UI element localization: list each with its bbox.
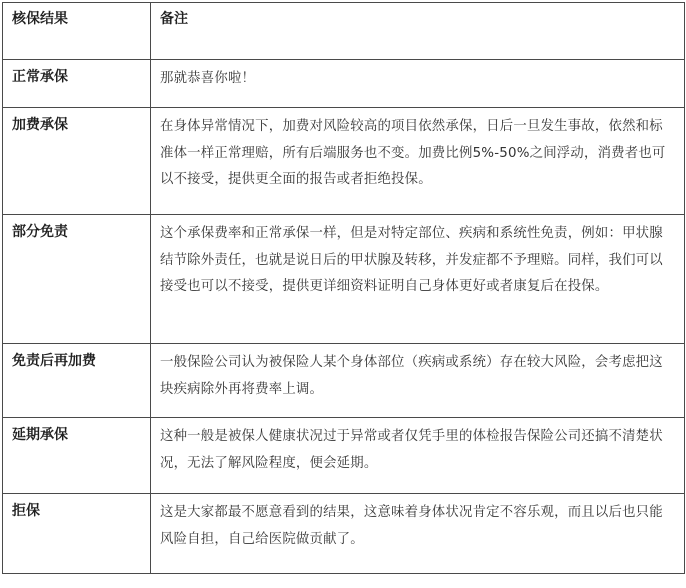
note-cell [151,60,685,108]
result-label: 延期承保 [12,427,68,443]
note-text: 这是大家都最不愿意看到的结果，这意味着身体状况肯定不容乐观，而且以后也只能风险自担，自己给医院做贡献了。 [160,505,663,547]
result-label: 免责后再加费 [12,353,96,369]
result-cell [3,344,151,418]
header-result-label: 核保结果 [12,11,68,27]
note-cell [151,108,685,215]
header-note-label: 备注 [160,11,188,27]
table-header-row [3,3,685,60]
table-row [3,344,685,418]
table-row [3,108,685,215]
note-text: 这个承保费率和正常承保一样，但是对特定部位、疾病和系统性免责，例如：甲状腺结节除外责任，也就是说日后的甲状腺及转移，并发症都不予理赔。同样，我们可以接受也可以不接受，提供更详细资料证明自己身体更好或者康复后在投保。 [160,226,663,294]
result-label: 正常承保 [12,69,68,85]
table-row [3,60,685,108]
result-label: 拒保 [12,503,40,519]
result-label: 部分免责 [12,224,68,240]
note-text: 那就恭喜你啦！ [160,71,256,86]
result-cell [3,108,151,215]
result-cell [3,494,151,574]
note-text: 这种一般是被保人健康状况过于异常或者仅凭手里的体检报告保险公司还搞不清楚状况，无法了解风险程度，便会延期。 [160,429,663,471]
result-label: 加费承保 [12,117,68,133]
note-cell [151,215,685,344]
table-row [3,418,685,494]
table-row [3,494,685,574]
result-cell [3,215,151,344]
underwriting-results-table [2,2,685,574]
note-cell [151,494,685,574]
note-text: 一般保险公司认为被保险人某个身体部位（疾病或系统）存在较大风险，会考虑把这块疾病除外再将费率上调。 [160,355,663,397]
header-cell-note [151,3,685,60]
table-row [3,215,685,344]
note-text: 在身体异常情况下，加费对风险较高的项目依然承保，日后一旦发生事故，依然和标准体一样正常理赔，所有后端服务也不变。加费比例5%-50%之间浮动，消费者也可以不接受，提供更全面的报告或者拒绝投保。 [160,119,666,187]
note-cell [151,344,685,418]
note-cell [151,418,685,494]
header-cell-result [3,3,151,60]
underwriting-results-table-container [2,2,684,574]
result-cell [3,418,151,494]
result-cell [3,60,151,108]
